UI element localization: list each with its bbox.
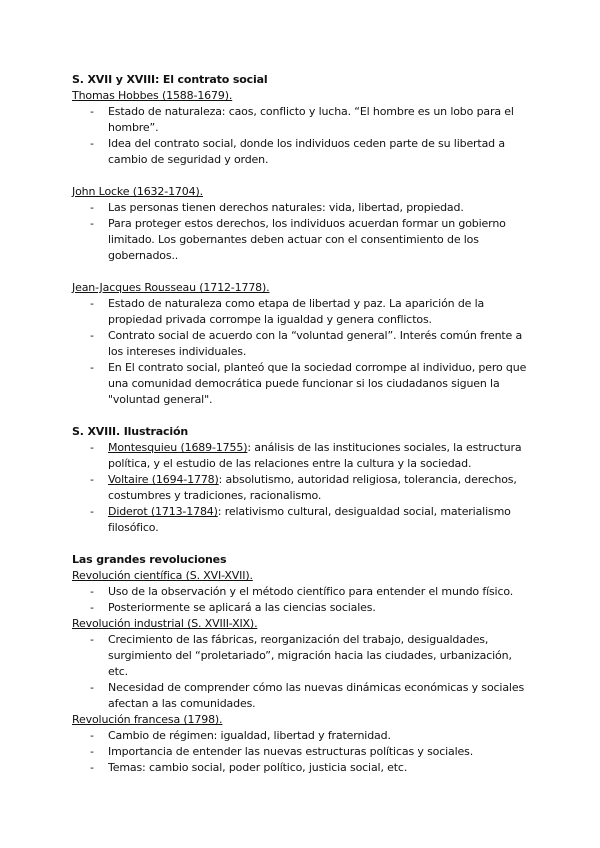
list-item: - En El contrato social, planteó que la sociedad corrompe al individuo, pero que una comunidad democrática puede funcionar si los ciudadanos siguen la "voluntad general". — [72, 360, 532, 408]
list-item: - Crecimiento de las fábricas, reorganización del trabajo, desigualdades, surgimiento del “proletariado”, migración hacia las ciudades, urbanización, etc. — [72, 632, 532, 680]
thinker-name: Montesquieu (1689-1755) — [108, 441, 248, 454]
person-locke: John Locke (1632-1704). — [72, 185, 203, 198]
list-item: - Estado de naturaleza: caos, conflicto y lucha. “El hombre es un lobo para el hombre”. — [72, 104, 532, 136]
list-item: - Uso de la observación y el método científico para entender el mundo físico. — [72, 584, 532, 600]
thinker-name: Voltaire (1694-1778) — [108, 473, 219, 486]
revolucion-cientifica-list — [72, 584, 532, 616]
thinker-description: : análisis de las instituciones sociales, la estructura política, y el estudio de las relaciones entre la cultura y la sociedad. — [108, 441, 522, 470]
section-heading-revoluciones: Las grandes revoluciones — [72, 553, 227, 566]
list-item: - Importancia de entender las nuevas estructuras políticas y sociales. — [72, 744, 532, 760]
spacer — [72, 536, 532, 552]
spacer — [72, 408, 532, 424]
list-item — [72, 472, 532, 504]
section-heading-ilustracion: S. XVIII. Ilustración — [72, 425, 189, 438]
revolucion-industrial: Revolución industrial (S. XVIII-XIX). — [72, 617, 258, 630]
document-page — [72, 72, 532, 776]
revolucion-francesa-list — [72, 728, 532, 776]
revolucion-francesa: Revolución francesa (1798). — [72, 713, 223, 726]
hobbes-list — [72, 104, 532, 168]
revolucion-industrial-list — [72, 632, 532, 712]
list-item: - Idea del contrato social, donde los individuos ceden parte de su libertad a cambio de seguridad y orden. — [72, 136, 532, 168]
thinker-description: : absolutismo, autoridad religiosa, tolerancia, derechos, costumbres y tradiciones, racionalismo. — [108, 473, 517, 502]
list-item: - Cambio de régimen: igualdad, libertad y fraternidad. — [72, 728, 532, 744]
locke-list — [72, 200, 532, 264]
list-item: - Posteriormente se aplicará a las ciencias sociales. — [72, 600, 532, 616]
thinker-description: : relativismo cultural, desigualdad social, materialismo filosófico. — [108, 505, 511, 534]
revolucion-cientifica: Revolución científica (S. XVI-XVII). — [72, 569, 253, 582]
list-item: - Para proteger estos derechos, los individuos acuerdan formar un gobierno limitado. Los gobernantes deben actuar con el consentimiento de los gobernados.. — [72, 216, 532, 264]
list-item: - Estado de naturaleza como etapa de libertad y paz. La aparición de la propiedad privada corrompe la igualdad y genera conflictos. — [72, 296, 532, 328]
spacer — [72, 264, 532, 280]
ilustracion-list — [72, 440, 532, 536]
list-item: - Necesidad de comprender cómo las nuevas dinámicas económicas y sociales afectan a las comunidades. — [72, 680, 532, 712]
section-heading-contrato-social: S. XVII y XVIII: El contrato social — [72, 73, 268, 86]
person-rousseau: Jean-Jacques Rousseau (1712-1778). — [72, 281, 270, 294]
list-item: - Las personas tienen derechos naturales: vida, libertad, propiedad. — [72, 200, 532, 216]
list-item — [72, 504, 532, 536]
rousseau-list — [72, 296, 532, 408]
person-hobbes: Thomas Hobbes (1588-1679). — [72, 89, 233, 102]
list-item — [72, 440, 532, 472]
list-item: - Contrato social de acuerdo con la “voluntad general”. Interés común frente a los intereses individuales. — [72, 328, 532, 360]
list-item: - Temas: cambio social, poder político, justicia social, etc. — [72, 760, 532, 776]
thinker-name: Diderot (1713-1784) — [108, 505, 218, 518]
spacer — [72, 168, 532, 184]
